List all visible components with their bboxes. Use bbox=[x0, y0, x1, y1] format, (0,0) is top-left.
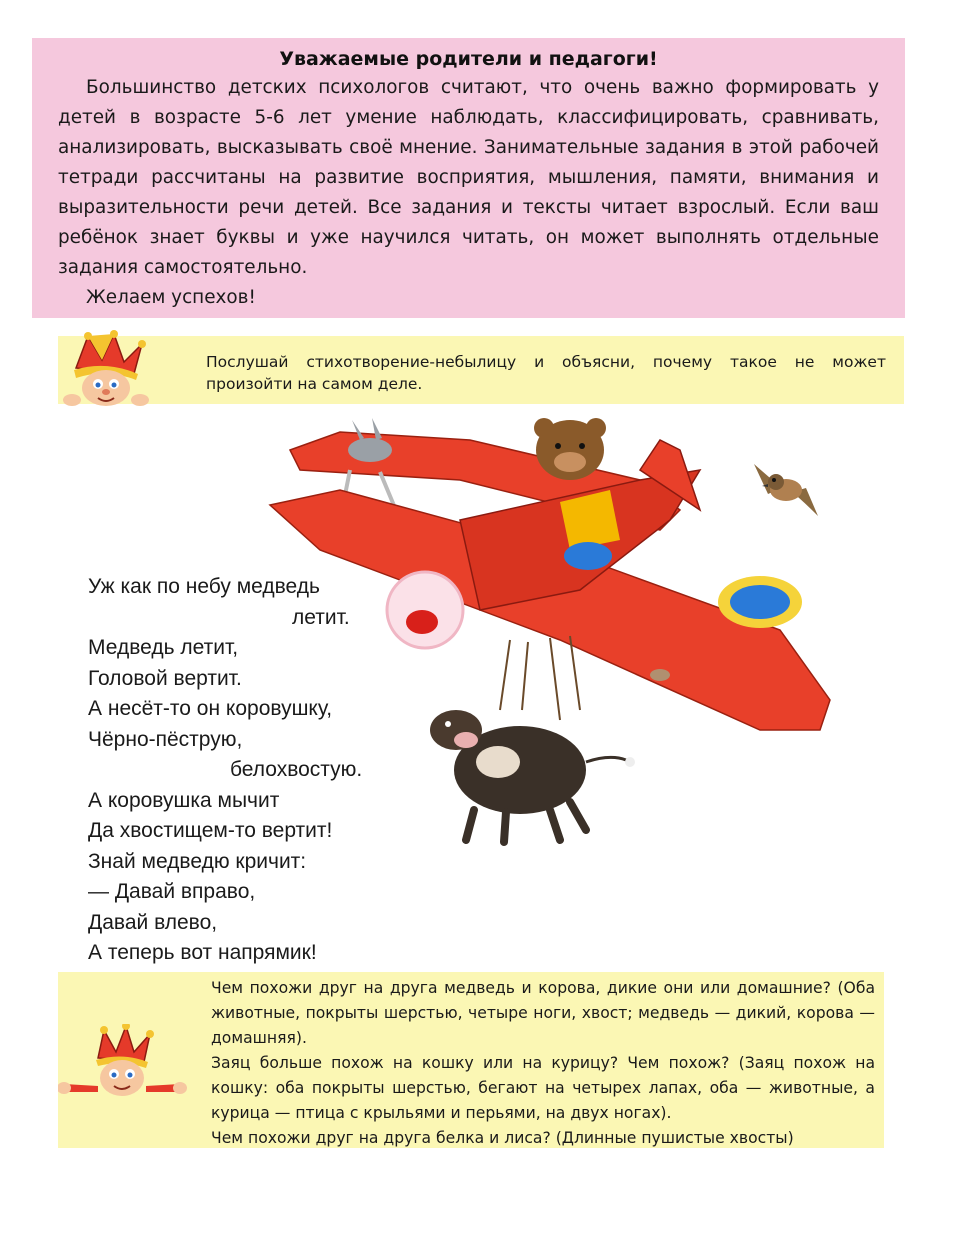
hare-icon bbox=[348, 438, 392, 462]
poem-line: Чёрно-пёструю, bbox=[88, 727, 243, 751]
poem-line: А коровушка мычит bbox=[88, 788, 280, 812]
poem-line: А несёт-то он коровушку, bbox=[88, 697, 333, 720]
intro-title: Уважаемые родители и педагоги! bbox=[279, 48, 658, 70]
intro-box bbox=[32, 38, 905, 318]
intro-closing: Желаем успехов! bbox=[86, 287, 256, 308]
jester-peeking-icon bbox=[58, 330, 158, 410]
poem-line: Головой вертит. bbox=[88, 666, 242, 690]
poem bbox=[88, 572, 388, 969]
questions-text bbox=[211, 976, 875, 1151]
jester-waving-icon bbox=[58, 1024, 188, 1104]
questions-box bbox=[58, 972, 884, 1148]
poem-line: Давай влево, bbox=[88, 910, 218, 934]
task-strip bbox=[58, 336, 904, 404]
question-paragraph: Заяц больше похож на кошку или на курицу? Чем похож? (Заяц похож на кошку: оба покрыты шерстью, бегают на четырех лапах, оба — животные, а курица — птица с крыльями и перьями, на двух ногах). bbox=[211, 1054, 875, 1122]
poem-line: летит. bbox=[292, 605, 350, 629]
poem-line: Уж как по небу медведь bbox=[88, 575, 320, 598]
nose-cone bbox=[406, 610, 438, 634]
mouse-icon bbox=[650, 669, 670, 681]
task-instruction: Послушай стихотворение-небылицу и объясни, почему такое не может произойти на самом деле. bbox=[206, 353, 886, 393]
poem-line: — Давай вправо, bbox=[88, 880, 256, 903]
question-paragraph: Чем похожи друг на друга белка и лиса? (Длинные пушистые хвосты) bbox=[211, 1129, 794, 1147]
poem-line: белохвостую. bbox=[230, 758, 363, 781]
question-paragraph: Чем похожи друг на друга медведь и корова, дикие они или домашние? (Оба животные, покрыты шерстью, четыре ноги, хвост; медведь — дикий, корова — домашняя). bbox=[211, 979, 875, 1047]
poem-line: Знай медведю кричит: bbox=[88, 849, 307, 873]
poem-line: Да хвостищем-то вертит! bbox=[88, 819, 333, 842]
poem-line: А теперь вот напрямик! bbox=[88, 941, 317, 964]
intro-paragraph: Большинство детских психологов считают, что очень важно формировать у детей в возрасте 5-6 лет умение наблюдать, классифицировать, сравнивать, анализировать, высказывать своё мнение. Занимательные задания в этой рабочей тетради рассчитаны на развитие восприятия, мышления, памяти, внимания и выразительности речи детей. Все задания и тексты читает взрослый. Если ваш ребёнок знает буквы и уже научился читать, он может выполнять отдельные задания самостоятельно. bbox=[58, 77, 879, 278]
propeller-icon bbox=[387, 572, 463, 648]
sparrow-icon bbox=[748, 458, 824, 520]
poem-line: Медведь летит, bbox=[88, 636, 239, 659]
